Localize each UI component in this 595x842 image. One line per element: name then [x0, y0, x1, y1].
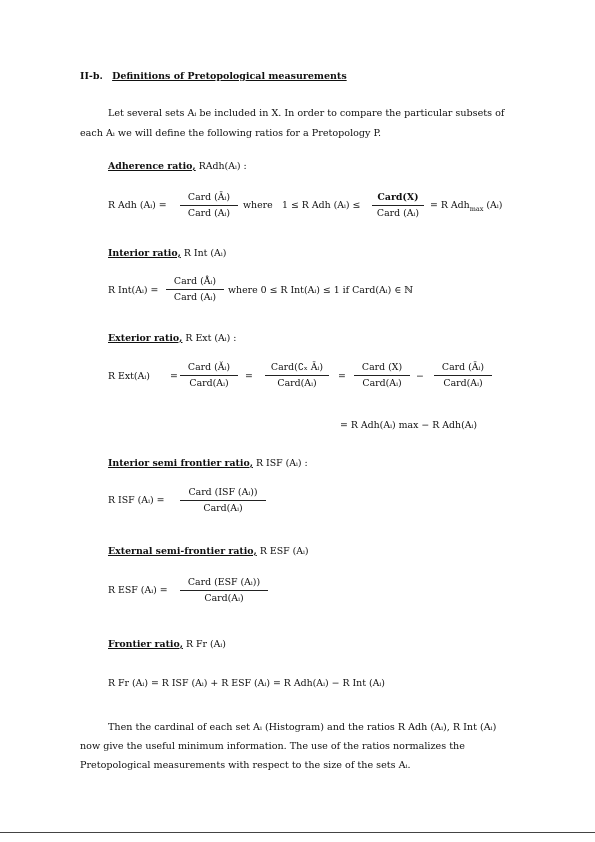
exterior-f4-numerator: Card (Āᵢ) [441, 362, 485, 373]
adherence-numerator: Card (Āᵢ) [187, 192, 231, 203]
exterior-section-title [108, 333, 236, 344]
esf-section-title [108, 546, 309, 557]
adherence-condition: 1 ≤ R Adh (Aᵢ) ≤ [282, 200, 361, 211]
adherence-max-subscript: max [469, 205, 484, 213]
intro-line-2: each Aᵢ we will define the following ratios for a Pretopology P. [80, 128, 382, 139]
conclusion-line-3: Pretopological measurements with respect to the size of the sets Aᵢ. [80, 760, 411, 771]
exterior-f4-denominator: Card(Aᵢ) [434, 375, 492, 389]
adherence-title: Adherence ratio, [108, 161, 196, 172]
exterior-eq-2: = [245, 371, 253, 382]
exterior-result: = R Adh(Aᵢ) max − R Adh(Aᵢ) [340, 420, 478, 431]
isf-section-title [108, 458, 308, 469]
adherence-rhs-text: = R Adh [430, 200, 470, 211]
exterior-f3-denominator: Card(Aᵢ) [354, 375, 410, 389]
frontier-equation: R Fr (Aᵢ) = R ISF (Aᵢ) + R ESF (Aᵢ) = R Adh(Aᵢ) − R Int (Aᵢ) [108, 678, 385, 689]
exterior-lhs: R Ext(Aᵢ) [108, 371, 150, 382]
adherence-rhs [430, 200, 502, 213]
adherence-lhs: R Adh (Aᵢ) = [108, 200, 167, 211]
adherence-label: RAdh(Aᵢ) : [198, 161, 247, 172]
interior-condition: where 0 ≤ R Int(Aᵢ) ≤ 1 if Card(Aᵢ) ∈ ℕ [228, 285, 413, 296]
exterior-fraction-3 [354, 362, 410, 389]
isf-fraction [180, 487, 266, 514]
page-bottom-rule [0, 832, 595, 833]
exterior-f2-denominator: Card(Aᵢ) [265, 375, 329, 389]
isf-label: R ISF (Aᵢ) : [255, 458, 308, 469]
exterior-title: Exterior ratio, [108, 333, 183, 344]
esf-lhs: R ESF (Aᵢ) = [108, 585, 168, 596]
adherence-rhs-arg: (Aᵢ) [486, 200, 503, 211]
conclusion-line-1: Then the cardinal of each set Aᵢ (Histogram) and the ratios R Adh (Aᵢ), R Int (Aᵢ) [108, 722, 497, 733]
exterior-f2-numerator: Card(∁ₓ Āᵢ) [270, 362, 324, 373]
adherence-denominator: Card (Aᵢ) [180, 205, 238, 219]
esf-fraction [180, 577, 268, 604]
intro-line-1: Let several sets Aᵢ be included in X. In order to compare the particular subsets of [108, 108, 505, 119]
isf-lhs: R ISF (Aᵢ) = [108, 495, 165, 506]
exterior-minus: − [416, 371, 424, 382]
adherence-max-fraction [372, 192, 424, 219]
section-title: Definitions of Pretopological measurements [112, 71, 347, 82]
exterior-fraction-4 [434, 362, 492, 389]
exterior-label: R Ext (Aᵢ) : [185, 333, 237, 344]
interior-numerator: Card (Åᵢ) [173, 276, 217, 287]
interior-fraction [166, 276, 224, 303]
adherence-section-title [108, 161, 247, 172]
exterior-fraction-1 [180, 362, 238, 389]
exterior-eq-3: = [338, 371, 346, 382]
interior-section-title [108, 248, 226, 259]
interior-label: R Int (Aᵢ) [183, 248, 227, 259]
interior-lhs: R Int(Aᵢ) = [108, 285, 159, 296]
exterior-f1-denominator: Card(Aᵢ) [180, 375, 238, 389]
exterior-fraction-2 [265, 362, 329, 389]
section-heading [80, 71, 347, 82]
interior-title: Interior ratio, [108, 248, 181, 259]
conclusion-line-2: now give the useful minimum information. The use of the ratios normalizes the [80, 741, 465, 752]
esf-numerator: Card (ESF (Aᵢ)) [187, 577, 261, 588]
frontier-label: R Fr (Aᵢ) [185, 639, 226, 650]
adherence-fraction [180, 192, 238, 219]
interior-denominator: Card (Aᵢ) [166, 289, 224, 303]
isf-denominator: Card(Aᵢ) [180, 500, 266, 514]
isf-numerator: Card (ISF (Aᵢ)) [188, 487, 258, 498]
exterior-f3-numerator: Card (X) [361, 362, 403, 373]
section-number: II-b. [80, 71, 103, 82]
frontier-section-title [108, 639, 226, 650]
adherence-max-denominator: Card (Aᵢ) [372, 205, 424, 219]
exterior-eq-1: = [170, 371, 178, 382]
isf-title: Interior semi frontier ratio, [108, 458, 253, 469]
esf-label: R ESF (Aᵢ) [259, 546, 309, 557]
adherence-max-numerator: Card(X) [377, 192, 419, 203]
esf-title: External semi-frontier ratio, [108, 546, 257, 557]
adherence-where: where [243, 200, 273, 211]
exterior-f1-numerator: Card (Ăᵢ) [187, 362, 231, 373]
esf-denominator: Card(Aᵢ) [180, 590, 268, 604]
frontier-title: Frontier ratio, [108, 639, 183, 650]
